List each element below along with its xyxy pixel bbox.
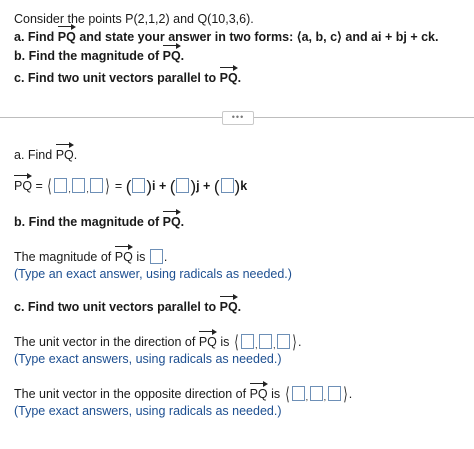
right-angle-bracket: ⟩ [105,176,110,196]
question-a-prefix: a. Find [14,30,55,44]
opposite-vector-x-input[interactable] [292,386,305,401]
question-a [14,29,438,45]
expand-button[interactable]: ••• [222,111,254,125]
question-c-end: . [237,71,242,85]
vector-pq-label: PQ [162,215,181,229]
vector-pq-label: PQ [219,71,238,85]
opposite-vector-z-input[interactable] [328,386,341,401]
left-paren: ( [213,177,220,196]
part-b-heading-end: . [180,215,185,229]
unit-i-label: i + [152,179,167,193]
part-c-heading [14,299,241,315]
left-paren: ( [169,177,176,196]
left-angle-bracket: ⟨ [285,384,290,404]
unit-vector-opposite-end: . [348,387,353,401]
vector-pq-label: PQ [198,335,217,349]
unit-vector-z-input[interactable] [277,334,290,349]
question-c-prefix: c. Find two unit vectors parallel to [14,71,217,85]
part-b-heading [14,214,184,230]
vector-pq-label: PQ [55,148,74,162]
magnitude-prefix: The magnitude of [14,250,112,264]
unit-vector-direction-end: . [297,335,302,349]
left-paren: ( [125,177,132,196]
part-a-equation [14,178,247,197]
right-paren: ) [146,177,153,196]
part-c-heading-prefix: c. Find two unit vectors parallel to [14,300,217,314]
part-c-heading-end: . [237,300,242,314]
vector-pq-label: PQ [114,250,133,264]
magnitude-input[interactable] [150,249,163,264]
coefficient-i-input[interactable] [132,178,145,193]
magnitude-hint: (Type an exact answer, using radicals as needed.) [14,267,292,281]
unit-vector-opposite-hint: (Type exact answers, using radicals as needed.) [14,404,282,418]
unit-vector-opposite-prefix: The unit vector in the opposite direction of [14,387,247,401]
part-a-heading-prefix: a. Find [14,148,53,162]
unit-vector-opposite-is: is [271,387,281,401]
component-b-input[interactable] [72,178,85,193]
vector-pq-label: PQ [57,30,76,44]
question-b-prefix: b. Find the magnitude of [14,49,160,63]
question-c [14,70,241,86]
vector-pq-label: PQ [14,179,33,193]
equals-sign: = [114,179,123,193]
comma: , [86,184,89,194]
right-paren: ) [190,177,197,196]
unit-vector-x-input[interactable] [241,334,254,349]
magnitude-is: is [136,250,146,264]
problem-intro: Consider the points P(2,1,2) and Q(10,3,6). [14,12,254,26]
component-c-input[interactable] [90,178,103,193]
comma: , [68,184,71,194]
part-a-heading [14,147,77,163]
question-b [14,48,184,64]
vector-pq-label: PQ [219,300,238,314]
unit-k-label: k [240,179,248,193]
comma: , [323,392,327,402]
magnitude-end: . [163,250,168,264]
opposite-vector-y-input[interactable] [310,386,323,401]
coefficient-k-input[interactable] [221,178,234,193]
left-angle-bracket: ⟨ [47,176,52,196]
question-b-end: . [180,49,185,63]
unit-j-label: j + [196,179,211,193]
equals-sign: = [35,179,43,193]
part-a-heading-end: . [73,148,78,162]
unit-vector-direction-is: is [220,335,230,349]
right-angle-bracket: ⟩ [343,384,348,404]
comma: , [254,340,258,350]
component-a-input[interactable] [54,178,67,193]
unit-vector-y-input[interactable] [259,334,272,349]
right-angle-bracket: ⟩ [292,332,297,352]
left-angle-bracket: ⟨ [234,332,239,352]
right-paren: ) [234,177,241,196]
question-a-suffix: and state your answer in two forms: ⟨a, b, c⟩ and ai + bj + ck. [79,30,439,44]
vector-pq-label: PQ [249,387,268,401]
unit-vector-direction-hint: (Type exact answers, using radicals as needed.) [14,352,282,366]
coefficient-j-input[interactable] [176,178,189,193]
vector-pq-label: PQ [162,49,181,63]
magnitude-answer-row [14,249,167,265]
comma: , [272,340,276,350]
comma: , [305,392,309,402]
unit-vector-direction-prefix: The unit vector in the direction of [14,335,196,349]
part-b-heading-prefix: b. Find the magnitude of [14,215,160,229]
